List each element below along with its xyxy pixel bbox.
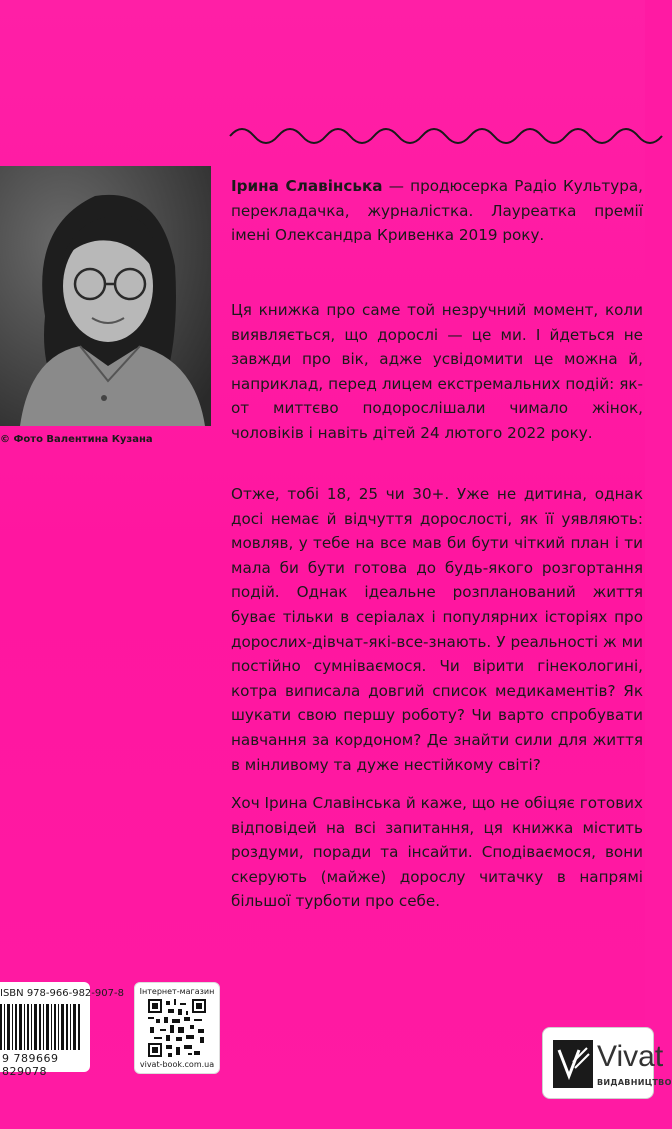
vivat-mark-icon	[553, 1040, 593, 1088]
barcode-number: 9 789669 829078	[2, 1052, 59, 1078]
qr-code-block[interactable]	[134, 982, 220, 1074]
publisher-name: Vivat	[597, 1040, 664, 1073]
shop-label: Інтернет-магазин	[139, 987, 215, 996]
author-photo	[0, 166, 211, 426]
shop-url[interactable]: vivat-book.com.ua	[139, 1060, 215, 1069]
wave-divider	[230, 116, 645, 156]
photo-credit: © Фото Валентина Кузана	[0, 434, 153, 445]
publisher-subtitle: ВИДАВНИЦТВО	[597, 1078, 672, 1087]
publisher-logo	[542, 1027, 672, 1099]
paragraph-text: Отже, тобі 18, 25 чи 30+. Уже не дитина, однак досі немає й відчуття дорослості, як її уявляють: мовляв, у тебе на все мав би бути чіткий план і ти мала би бути готова до будь-якого розгортання подій. Однак ідеальне розпланований життя буває тільки в серіалах і популярних історіях про дорослих-дівчат-які-все-знають. У реальності ж ми постійно сумніваємося. Чи вірити гінекологині, котра виписала довгий список медикаментів? Як шукати свою першу роботу? Чи варто спробувати навчання за кордоном? Де знайти сили для життя в мінливому та дуже нестійкому світі?	[231, 485, 643, 774]
description-paragraph-3	[231, 791, 643, 914]
author-bio-text: — продюсерка Радіо Культура, перекладачка, журналістка. Лауреатка премії імені Олександра Кривенка 2019 року.	[231, 177, 644, 245]
paragraph-text: Ця книжка про саме той незручний момент, коли виявляється, що дорослі — це ми. І йдеться не завжди про вік, адже усвідомити це можна й, наприклад, перед лицем екстремальних подій: як-от миттєво подорослішали чимало жінок, чоловіків і навіть дітей 24 лютого 2022 року.	[231, 301, 643, 442]
barcode	[0, 982, 124, 1078]
description-paragraph-1	[231, 298, 643, 446]
isbn-label: ISBN 978-966-982-907-8	[0, 988, 124, 999]
barcode-bars	[0, 1004, 82, 1050]
author-bio	[231, 174, 643, 248]
paragraph-text: Хоч Ірина Славінська й каже, що не обіцяє готових відповідей на всі запитання, ця книжка містить роздуми, поради та інсайти. Сподіваємося, вони скерують (майже) дорослу читачку в напрямі більшої турботи про себе.	[231, 794, 643, 911]
author-name: Ірина Славінська	[231, 177, 383, 195]
qr-code-icon	[148, 999, 206, 1057]
description-paragraph-2	[231, 482, 643, 777]
